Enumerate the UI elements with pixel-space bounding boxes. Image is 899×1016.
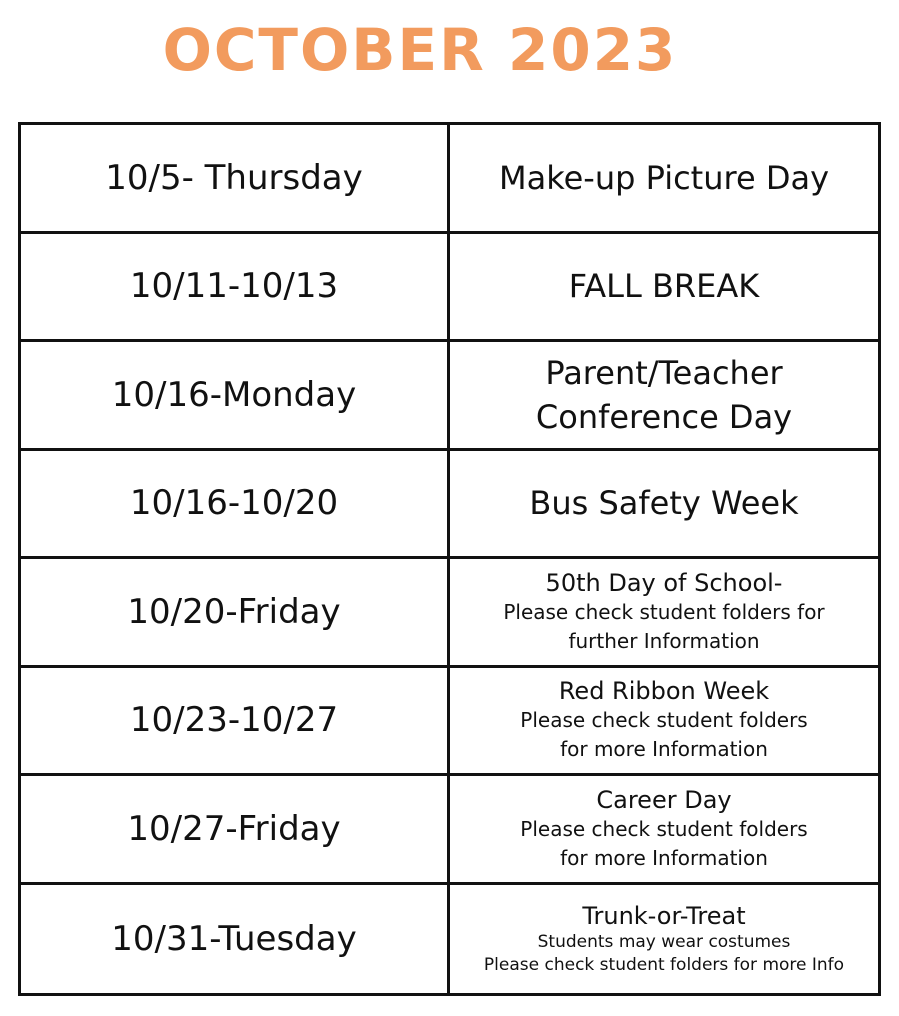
- event-title: Red Ribbon Week: [558, 677, 770, 706]
- event-title: Bus Safety Week: [529, 484, 799, 523]
- table-row-date-cell: [21, 451, 450, 560]
- table-row-event-cell: [450, 451, 878, 560]
- table-row-date-cell: [21, 342, 450, 451]
- event-detail: Students may wear costumes: [537, 931, 791, 952]
- event-date: 10/16-10/20: [129, 483, 339, 524]
- event-date: 10/20-Friday: [127, 591, 341, 632]
- event-date: 10/11-10/13: [129, 266, 339, 307]
- table-row-date-cell: [21, 125, 450, 234]
- event-detail: Please check student folders: [520, 708, 808, 733]
- event-date: 10/5- Thursday: [105, 157, 363, 198]
- event-date: 10/23-10/27: [129, 700, 339, 741]
- event-date: 10/16-Monday: [111, 374, 357, 415]
- calendar-title: OCTOBER 2023: [162, 16, 678, 84]
- event-title: Trunk-or-Treat: [582, 901, 746, 930]
- event-detail: for more Information: [560, 737, 768, 762]
- event-detail: Please check student folders for: [503, 599, 825, 624]
- event-detail: for more Information: [560, 845, 768, 870]
- table-row-date-cell: [21, 559, 450, 668]
- event-detail: Please check student folders: [520, 816, 808, 841]
- events-table: [18, 122, 881, 996]
- event-title: Parent/Teacher: [545, 353, 783, 392]
- table-row-date-cell: [21, 668, 450, 777]
- table-row-event-cell: [450, 342, 878, 451]
- table-row-date-cell: [21, 776, 450, 885]
- event-title: Make-up Picture Day: [498, 158, 829, 197]
- event-title: FALL BREAK: [568, 267, 760, 306]
- event-detail: further Information: [568, 628, 760, 653]
- event-date: 10/27-Friday: [127, 808, 341, 849]
- table-row-event-cell: [450, 125, 878, 234]
- event-title: Conference Day: [535, 397, 793, 436]
- table-row-event-cell: [450, 776, 878, 885]
- table-row-event-cell: [450, 885, 878, 994]
- event-detail: Please check student folders for more Info: [483, 954, 845, 975]
- table-row-event-cell: [450, 668, 878, 777]
- table-row-date-cell: [21, 234, 450, 343]
- table-row-event-cell: [450, 559, 878, 668]
- table-row-date-cell: [21, 885, 450, 994]
- event-date: 10/31-Tuesday: [111, 918, 357, 959]
- table-row-event-cell: [450, 234, 878, 343]
- event-title: 50th Day of School-: [545, 568, 783, 597]
- event-title: Career Day: [596, 785, 732, 814]
